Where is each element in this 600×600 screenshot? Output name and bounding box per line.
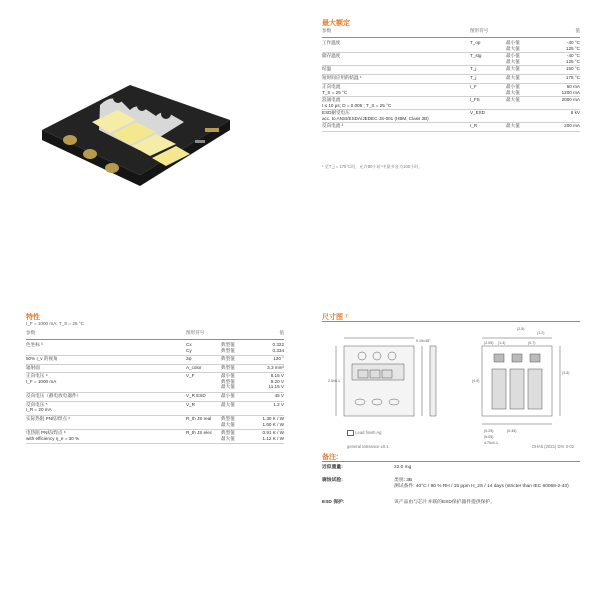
qualifier: 最小值 [506,40,520,45]
table-row [322,52,580,66]
max-ratings-footnote: ¹ 至T_j = 175°C时，允许80小时-中最多各为100小时。 [322,164,423,169]
param-condition: t ≤ 10 µs; D = 0.005 ; T_S = 25 °C [322,102,392,108]
qualifier: 最大值 [221,435,235,441]
header-param: 参数 [322,28,332,33]
value: 1.2 V [273,401,284,407]
param-label: 正向电流 [322,84,341,89]
table-row [26,415,284,430]
table-row [322,96,580,110]
qualifier: 最大值 [506,58,520,64]
dimension-label: (4.9) [472,379,480,383]
symbol: Cx [186,342,192,347]
symbol: A_color [186,364,202,370]
value: -40 °C [566,53,580,58]
qualifier: 典型值 [221,342,235,347]
param-label: 正向电压 ⁴ [26,373,48,379]
symbol: I_F [470,84,477,89]
qualifier: 最大值 [506,123,520,128]
remarks-section [322,452,580,522]
table-row [322,122,580,132]
param-label: 结温 [322,66,332,71]
param-condition: acc. to ANSI/ESDA/JEDEC JS-001 (HBM, Class 3B) [322,115,429,121]
symbol: T_op [470,40,481,45]
value: 0.91 K / W [262,430,284,436]
qualifier: 典型值 [221,347,235,353]
param-label: 反向电压 ⁵ [26,401,48,407]
value: 1.60 K / W [262,421,284,427]
qualifier: 典型值 [221,416,235,421]
qualifier: 典型值 [221,356,235,362]
remarks-title: 备注: [322,454,339,461]
value: 0.322 [272,342,284,347]
qualifier: 典型值 [221,430,235,436]
legend-swatch [347,430,354,436]
value: 9.20 V [270,378,284,384]
dimension-label: (0.45) [507,429,517,433]
table-row [26,341,284,356]
remark-label: ESD 保护: [322,500,345,505]
legend-label: Lead finish Ag [355,430,382,436]
qualifier: 最大值 [221,401,235,407]
param-label: 50% I_v 的视角 [26,356,58,362]
qualifier: 最大值 [506,75,520,80]
symbol: I_FS [470,97,480,102]
param-condition: I_F = 1000 mA [26,378,57,384]
param-condition: I_R = 20 mA [26,407,52,413]
value: 125 °C [565,58,580,64]
dimension-label: (2.5) [517,327,525,331]
header-symbol: 图形符号 [186,330,205,335]
qualifier: 典型值 [221,378,235,384]
dimension-label: 2.5±0.1 [328,379,340,383]
param-label: 色坐标 ³ [26,342,43,347]
value: 1.12 K / W [262,435,284,441]
remark-row [322,478,580,498]
dimension-label: (0.25) [484,429,494,433]
header-value: 值 [575,28,580,33]
symbol: 2φ [186,356,192,362]
dimension-label: (2.05) [484,341,494,345]
param-label: ESD耐受电压 [322,110,350,115]
table-row [322,83,580,97]
qualifier: 最大值 [506,97,520,102]
remark-value: 该产品由与芯片并联的ESD保护器件提供保护。 [394,500,496,505]
value: 175 °C [565,75,580,80]
param-label: 短时间应用的结温 ¹ [322,75,362,80]
value: 8 kV [570,110,580,115]
dimension-label: 4.75±0.1 [484,441,498,445]
symbol: I_R [470,123,478,128]
qualifier: 最小值 [221,373,235,379]
max-ratings-rows [322,39,580,169]
characteristics-rows [26,341,284,466]
param-label: 浪涌电流 [322,97,341,102]
symbol: R_th JS real [186,416,212,421]
remark-label: 近似重量: [322,465,343,470]
value: 1.30 K / W [262,416,284,421]
value: 45 V [274,393,284,399]
remark-value: 类别: 3B [394,478,413,483]
value: -40 °C [566,40,580,45]
header-value: 值 [279,330,284,335]
characteristics-section [26,312,284,462]
param-label: 反向电流 ² [322,123,344,128]
symbol: V_R [186,401,195,407]
value: 150 °C [565,66,580,71]
symbol: T_stg [470,53,482,58]
symbol: R_th JS elec [186,430,213,436]
general-tolerance: general tolerance ±0.1 [347,444,389,449]
param-label: 反向电压（静电放电器件） [26,393,82,399]
value: 125 °C [565,45,580,51]
dimension-label: (1.4) [498,341,506,345]
table-row [26,372,284,393]
dimensions-title: 尺寸图 ⁷ [322,314,348,321]
value: 200 mA [564,123,580,128]
symbol: Cy [186,347,192,353]
dimensions-section [322,312,580,462]
remark-row [322,500,580,511]
remark-value: 22.0 mg [394,465,412,470]
led-product-image [30,60,240,210]
param-condition: with efficiency η_e = 30 % [26,435,80,441]
dimension-label: (5.05) [484,435,494,439]
drawing-caption: OHA5 (2021) DIV 3-02 [531,444,574,449]
qualifier: 最大值 [506,89,520,95]
qualifier: 最大值 [221,421,235,427]
table-row [26,429,284,444]
remark-detail: 测试条件: 40°C / 90 % RH / 15 ppm H_2S / 14 days (stricter than IEC 60068-2-43) [394,484,569,489]
value: 8.15 V [270,373,284,379]
param-label: 电热阻 PN结/焊点 ⁶ [26,430,66,436]
value: 11.15 V [268,384,284,390]
value: 0.334 [272,347,284,353]
qualifier: 最大值 [506,45,520,51]
qualifier: 最大值 [221,384,235,390]
dimension-label: (0.7) [528,341,536,345]
qualifier: 最小值 [506,53,520,58]
symbol: T_j [470,75,477,80]
characteristics-condition: I_F = 1000 mA; T_S = 25 °C [26,321,84,326]
dimension-label: (1.2) [537,331,545,335]
param-label: 辐射面 [26,364,40,370]
symbol: T_j [470,66,477,71]
param-condition: T_S = 25 °C [322,89,348,95]
dimension-label: (3.5) [562,371,570,375]
header-param: 参数 [26,330,36,335]
legend-lead-finish [347,430,381,436]
characteristics-title: 特性 [26,314,40,321]
remark-row [322,465,580,476]
qualifier: 最大值 [506,66,520,71]
param-label: 储存温度 [322,53,341,58]
max-ratings-section [322,18,580,178]
qualifier: 最小值 [506,84,520,89]
param-label: 工作温度 [322,40,341,45]
qualifier: 典型值 [221,364,235,370]
remark-label: 腐蚀试验: [322,478,343,483]
dimension-label: 0.15×45° [416,339,431,343]
value: 120 ° [273,356,284,362]
qualifier: 最小值 [221,393,235,399]
table-row [26,401,284,416]
value: 1200 mA [561,89,580,95]
symbol: V_ESD [470,110,486,115]
value: 3.3 mm² [267,364,284,370]
table-row [322,39,580,53]
header-symbol: 图形符号 [470,28,489,33]
symbol: V_R ESD [186,393,206,399]
table-row [322,109,580,123]
param-label: 实际热阻 PN结/焊点 ⁶ [26,416,71,421]
value: 50 mA [566,84,580,89]
value: 2000 mA [561,97,580,102]
max-ratings-title: 最大额定 [322,20,350,27]
remarks-rows [322,465,580,521]
symbol: V_F [186,373,195,379]
